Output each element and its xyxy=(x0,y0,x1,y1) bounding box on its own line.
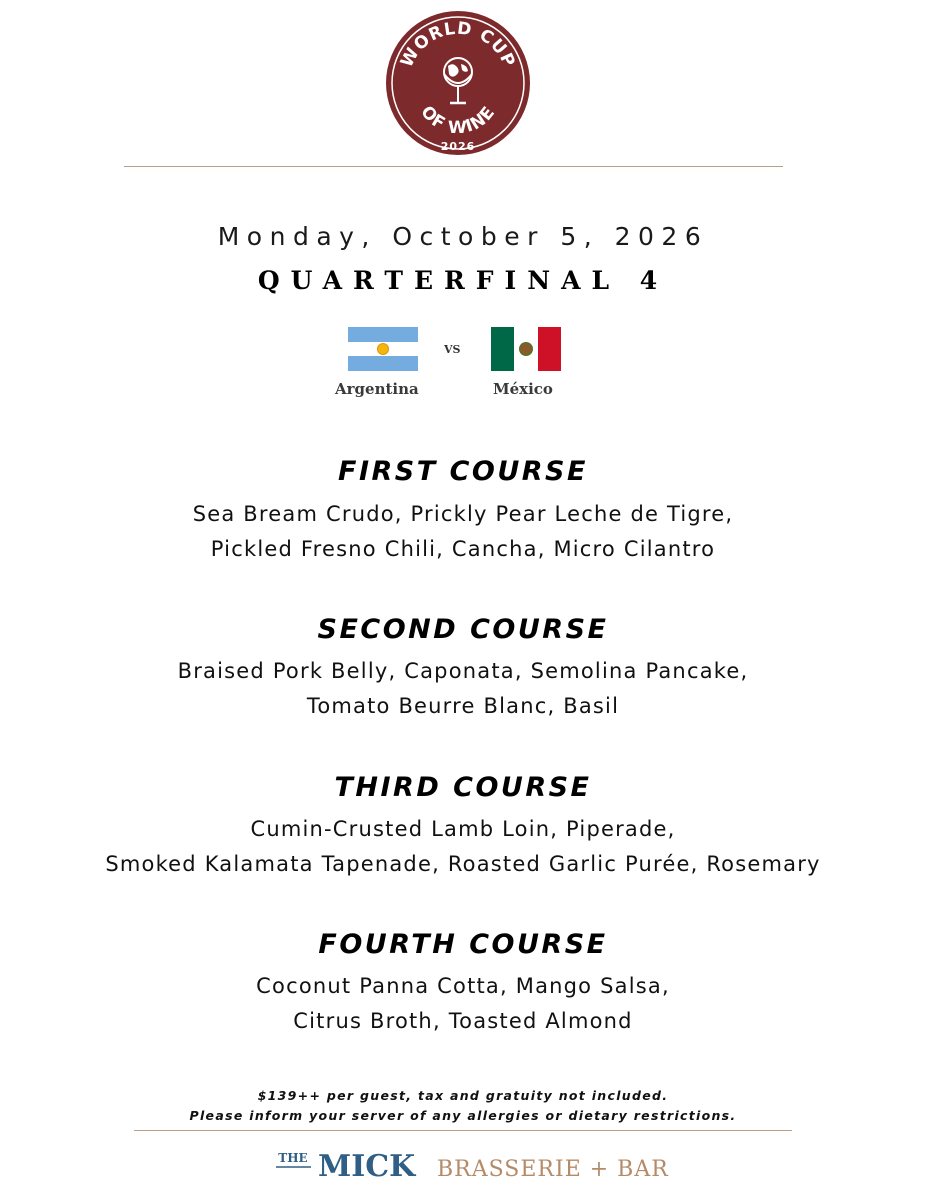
world-cup-of-wine-logo xyxy=(385,10,531,156)
course-description: Pickled Fresno Chili, Cancha, Micro Cilantro xyxy=(210,537,716,561)
brand-the: THE xyxy=(278,1151,308,1165)
course-description: Coconut Panna Cotta, Mango Salsa, xyxy=(256,974,670,998)
event-date: Monday, October 5, 2026 xyxy=(217,222,709,251)
argentina-flag-icon xyxy=(348,327,418,371)
course-description: Cumin-Crusted Lamb Loin, Piperade, xyxy=(250,817,676,841)
course-title: THIRD COURSE xyxy=(334,772,592,803)
course-description: Tomato Beurre Blanc, Basil xyxy=(306,694,620,718)
logo-bottom-text: OF WINE xyxy=(416,102,500,139)
sun-of-may-icon xyxy=(378,344,388,354)
course-description: Braised Pork Belly, Caponata, Semolina Pancake, xyxy=(177,659,749,683)
team-a-name: Argentina xyxy=(335,380,419,398)
logo-year: 2026 xyxy=(440,140,476,153)
course-description: Smoked Kalamata Tapenade, Roasted Garlic Purée, Rosemary xyxy=(105,852,821,876)
mexico-flag-icon xyxy=(491,327,561,371)
price-note: $139++ per guest, tax and gratuity not included. xyxy=(257,1088,669,1103)
the-mick-brand-logo xyxy=(0,1146,926,1186)
versus-label: VS xyxy=(444,343,461,356)
team-b-name: México xyxy=(493,380,553,398)
course-description: Citrus Broth, Toasted Almond xyxy=(293,1009,633,1033)
top-divider xyxy=(124,166,783,167)
logo-top-text: WORLD CUP xyxy=(396,18,519,71)
brand-name: MICK xyxy=(318,1149,416,1184)
allergy-note: Please inform your server of any allergies or dietary restrictions. xyxy=(189,1108,737,1123)
eagle-emblem-icon xyxy=(520,343,532,355)
course-title: SECOND COURSE xyxy=(317,614,609,645)
bottom-divider xyxy=(134,1130,792,1131)
event-round: QUARTERFINAL 4 xyxy=(257,266,669,295)
course-title: FIRST COURSE xyxy=(338,456,588,487)
course-description: Sea Bream Crudo, Prickly Pear Leche de Tigre, xyxy=(192,502,734,526)
course-title: FOURTH COURSE xyxy=(318,929,608,960)
brand-suffix: BRASSERIE + BAR xyxy=(437,1157,669,1182)
